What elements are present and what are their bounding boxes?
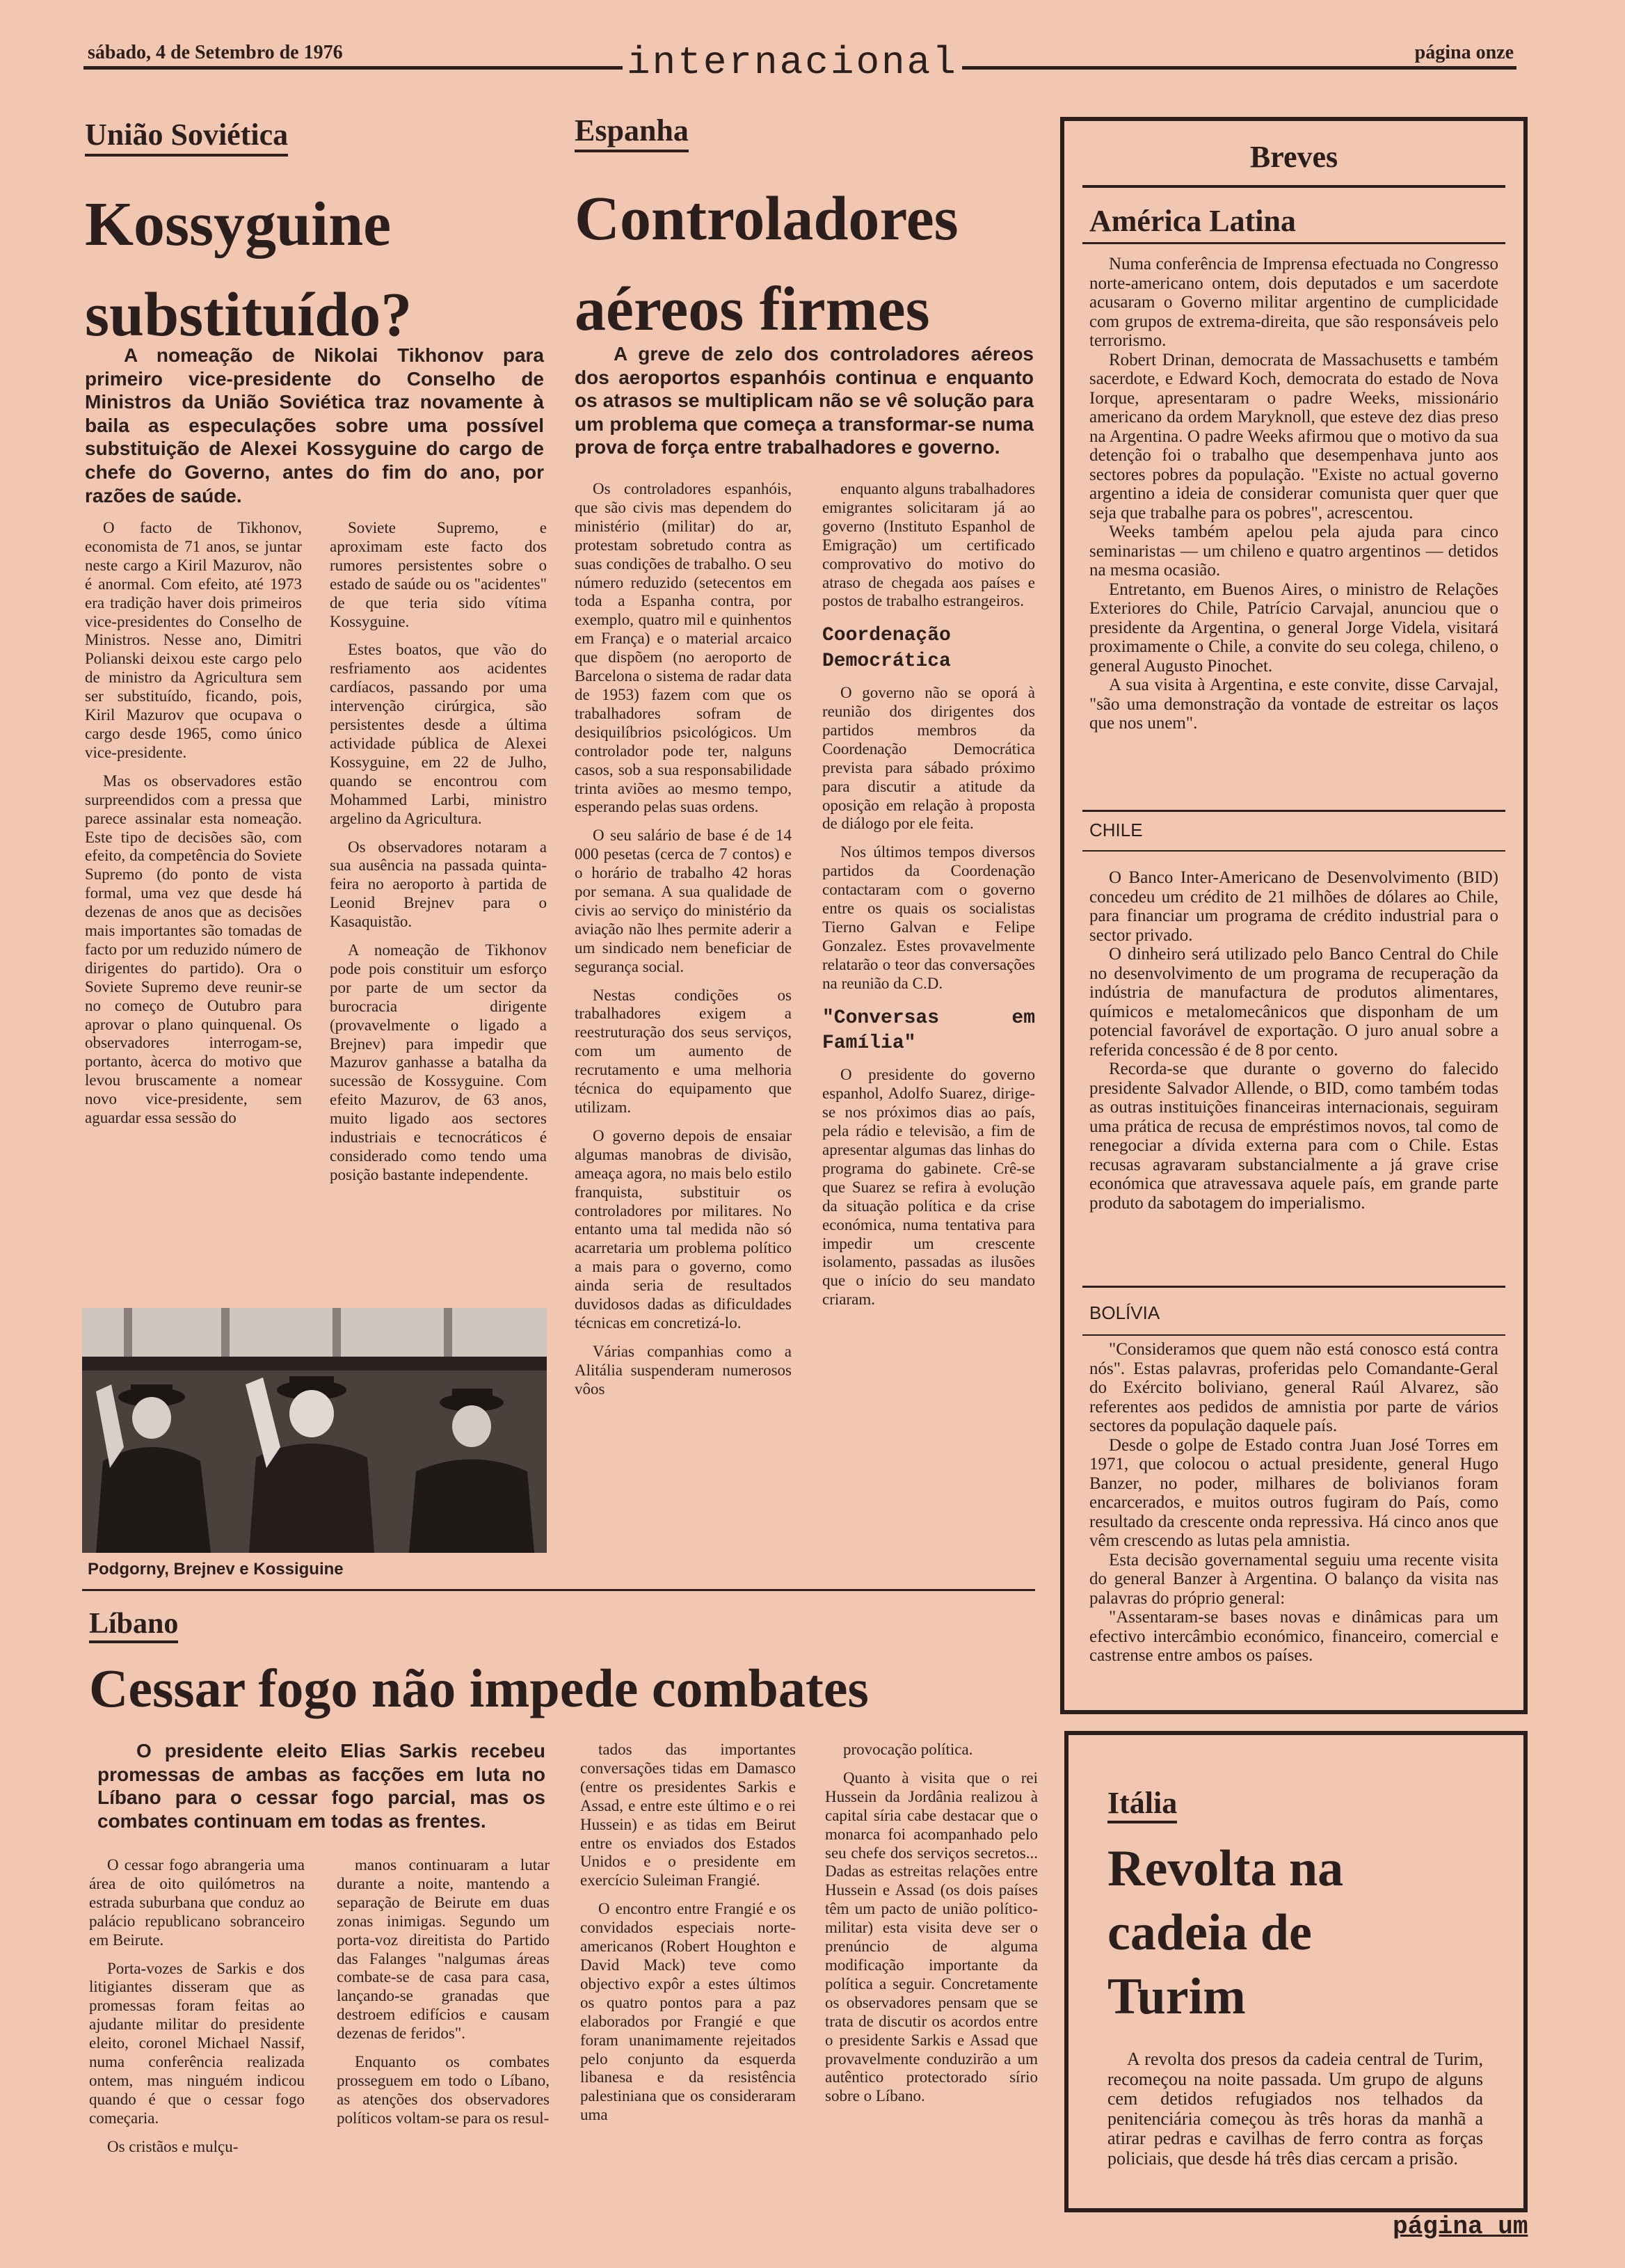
chile-p3: Recorda-se que durante o governo do falecido presidente Salvador Allende, o BID, como também todas as outras instituições financeiras internacionais, seguiram uma prática de recusa de empréstimos novos, tal como de renegociar a dívida externa para com o Chile. Estas recusas agravaram substancialmente a já grave crise económica que atravessava aquele país, em grande parte produto da sabotagem do imperialismo. bbox=[1089, 1060, 1498, 1213]
urss-column-1 bbox=[85, 519, 302, 1137]
libano-divider bbox=[82, 1589, 1035, 1591]
urss-col2-p2: Estes boatos, que vão do resfriamento aos acidentes cardíacos, passando por uma intervenção cirúrgica, são persistentes desde a última actividade pública de Alexei Kossyguine, em 22 de Julho, quando se encontrou com Mohammed Larbi, ministro argelino da Agricultura. bbox=[330, 641, 547, 827]
headline-urss: Kossyguine substituído? bbox=[85, 190, 413, 349]
america-latina-p1: Numa conferência de Imprensa efectuada no Congresso norte-americano ontem, dois deputados e um sacerdote acusaram o Governo militar argentino de cumplicidade com grupos de extrema-direita, que são responsáveis pelo terrorismo. bbox=[1089, 255, 1498, 350]
urss-col2-p3: Os observadores notaram a sua ausência na passada quinta-feira no aeroporto à partida de Leonid Brejnev para o Kasaquistão. bbox=[330, 838, 547, 931]
lead-libano bbox=[97, 1739, 545, 1832]
libano-col3-p2: O encontro entre Frangié e os convidados especiais norte-americanos (Robert Houghton e David Mack) teve como objectivo expôr a estes últimos os quatro pontos para a paz elaborados por Frangié e que foram unanimamente rejeitados pelo conjunto da esquerda libanesa e da resistência palestiniana que os consideraram uma bbox=[580, 1900, 796, 2124]
urss-col2-p1: Soviete Supremo, e aproximam este facto dos rumores persistentes sobre o estado de saúde ou os "acidentes" de que teria sido vítima Kossyguine. bbox=[330, 519, 547, 630]
subhead-coordenacao: Coordenação Democrática bbox=[822, 625, 951, 672]
section-label-libano: Líbano bbox=[89, 1607, 178, 1643]
bolivia-p1: "Consideramos que quem não está conosco está contra nós". Estas palavras, proferidas pelo Comandante-Geral do Exército boliviano, general Raúl Alvarez, são referentes aos pedidos de amnistia por parte de vários sectores da população daquele país. bbox=[1089, 1340, 1498, 1435]
espanha-col1-p5: Várias companhias como a Alitália suspenderam numerosos vôos bbox=[575, 1342, 792, 1398]
masthead-title: internacional bbox=[623, 40, 962, 85]
espanha-col2-p2: O governo não se oporá à reunião dos dirigentes dos partidos membros da Coordenação Democrática prevista para sábado próximo para discutir a atitude da oposição em relação à proposta de diálogo por ele feita. bbox=[822, 684, 1035, 833]
espanha-col1-p3: Nestas condições os trabalhadores exigem a reestruturação dos seus serviços, com um aumento de recrutamento e uma melhoria técnica do equipamento que utilizam. bbox=[575, 986, 792, 1116]
urss-column-2 bbox=[330, 519, 547, 1195]
lead-espanha bbox=[575, 342, 1034, 459]
italia-text bbox=[1107, 2050, 1483, 2169]
bolivia-p3: Esta decisão governamental seguiu uma recente visita do general Banzer à Argentina. O balanço da visita nas palavras do próprio general: bbox=[1089, 1550, 1498, 1608]
libano-col4-p1: provocação política. bbox=[843, 1741, 973, 1758]
lead-espanha-text: A greve de zelo dos controladores aéreos dos aeroportos espanhóis continua e enquanto os atrasos se multiplicam não se vê solução para um problema que começa a transformar-se numa prova de força entre trabalhadores e governo. bbox=[575, 343, 1034, 458]
espanha-col1-p2: O seu salário de base é de 14 000 pesetas (cerca de 7 contos) e o horário de trabalho 42 horas por semana. A sua qualidade de civis ao serviço do ministério da aviação não lhes permite aderir a um sindicado nem beneficiar de segurança social. bbox=[575, 826, 792, 975]
chile-p1: O Banco Inter-Americano de Desenvolvimento (BID) concedeu um crédito de 21 milhões de dólares ao Chile, para financiar um programa de crédito industrial para o sector privado. bbox=[1089, 868, 1498, 945]
libano-column-4 bbox=[825, 1741, 1038, 2116]
america-latina-p3: Weeks também apelou pela ajuda para cinco seminaristas — um chileno e quatro argentinos — detidos na mesma ocasião. bbox=[1089, 522, 1498, 580]
bolivia-rule-bottom bbox=[1082, 1334, 1505, 1336]
italia-p1: A revolta dos presos da cadeia central de Turim, recomeçou na noite passada. Um grupo de alguns cem detidos refugiados nos telhados da penitenciária começou às três horas da manhã a atirar pedras e cavilhas de ferro contra as forças policiais, que desde há três dias cercam a prisão. bbox=[1107, 2049, 1483, 2169]
libano-col2-p2: Enquanto os combates prosseguem em todo o Líbano, as atenções dos observadores políticos voltam-se para os resul- bbox=[337, 2053, 550, 2127]
section-label-america-latina: América Latina bbox=[1089, 204, 1296, 238]
subhead-conversas: "Conversas em Família" bbox=[822, 1007, 1035, 1055]
america-latina-p4: Entretanto, em Buenos Aires, o ministro de Relações Exteriores do Chile, Patrício Carvajal, anunciou que o presidente da Argentina, o general Jorge Videla, visitará proximamente o Chile, a convite do seu colega, chileno, o general Augusto Pinochet. bbox=[1089, 580, 1498, 676]
photo-illustration bbox=[82, 1308, 547, 1553]
bolivia-text bbox=[1089, 1340, 1498, 1666]
masthead-date: sábado, 4 de Setembro de 1976 bbox=[88, 42, 343, 63]
libano-col1-p1: O cessar fogo abrangeria uma área de oito quilómetros na estrada suburbana que conduz ao palácio republicano sobranceiro em Beirute. bbox=[89, 1856, 305, 1949]
espanha-col1-p1: Os controladores espanhóis, que são civis mas dependem do ministério (militar) do ar, protestam sobretudo contra as suas condições de trabalho. O seu número reduzido (setecentos em toda a Espanha contra, por exemplo, quatro mil e quinhentos em França) e o material arcaico que dispõem (no aeroporto de Barcelona o sistema de radar data de 1953) fazem com que os trabalhadores sofram de desiquilíbrios psicológicos. Um controlador pode ter, nalguns casos, sob a sua responsabilidade trinta aviões ao mesmo tempo, esperando pelas suas ordens. bbox=[575, 480, 792, 816]
libano-col4-p2: Quanto à visita que o rei Hussein da Jordânia realizou à capital síria cabe destacar que o monarca foi acompanhado pelo seu chefe dos serviços secretos... Dadas as estreitas relações entre Hussein e Assad (os dois países têm um pacto de união político-militar) esta visita deve ser o prenúncio de alguma modificação importante da política a seguir. Concretamente os observadores pensam que se trata de discutir os acordos entre o presidente Sarkis e Assad que provavelmente conduzirão a um autêntico protectorado sírio sobre o Líbano. bbox=[825, 1768, 1038, 2105]
footer-page-link[interactable]: página um bbox=[1393, 2212, 1528, 2241]
headline-libano: Cessar fogo não impede combates bbox=[89, 1658, 869, 1718]
chile-text bbox=[1089, 868, 1498, 1213]
section-label-urss: União Soviética bbox=[85, 117, 288, 157]
libano-col3-p1: tados das importantes conversações tidas em Damasco (entre os presidentes Sarkis e Assad, e entre este último e o rei Hussein) e as tidas em Beirut entre os enviados dos Estados Unidos e o presidente em exercício Suleiman Frangié. bbox=[580, 1741, 796, 1890]
libano-column-1 bbox=[89, 1856, 305, 2166]
libano-column-3 bbox=[580, 1741, 796, 2134]
libano-column-2 bbox=[337, 1856, 550, 2138]
breves-title-rule bbox=[1082, 185, 1505, 188]
espanha-column-1 bbox=[575, 480, 792, 1409]
america-latina-rule bbox=[1082, 242, 1505, 244]
section-label-espanha: Espanha bbox=[575, 113, 689, 152]
urss-col1-p2: Mas os observadores estão surpreendidos com a pressa que parece assinalar esta nomeação. Este tipo de decisões são, com efeito, da competência do Soviete Supremo (do ponto de vista formal, uma vez que desde há dezenas de anos que as decisões mais importantes são tomadas de facto por um reduzido número de dirigentes do partido). Ora o Soviete Supremo deve reunir-se no começo de Outubro para aprovar o plano quinquenal. Os observadores interrogam-se, portanto, àcerca do motivo que levou bruscamente a nomear novo vice-presidente, sem aguardar essa sessão do bbox=[85, 772, 302, 1127]
photo-caption: Podgorny, Brejnev e Kossiguine bbox=[88, 1560, 344, 1579]
espanha-column-2 bbox=[822, 480, 1035, 1319]
lead-urss bbox=[85, 344, 544, 507]
chile-rule-top bbox=[1082, 810, 1505, 812]
masthead-page-number: página onze bbox=[1414, 42, 1514, 63]
libano-col1-p2: Porta-vozes de Sarkis e dos litigiantes disseram que as promessas foram feitas ao ajudante militar do presidente eleito, coronel Michael Nassif, numa conferência realizada ontem, mas ninguém indicou quando é que o cessar fogo começaria. bbox=[89, 1959, 305, 2127]
libano-col2-p1: manos continuaram a lutar durante a noite, mantendo a separação de Beirute em duas zonas inimigas. Segundo um porta-voz direitista do Partido das Falanges "nalgumas áreas combate-se de casa para casa, lançando-se granadas que destroem edifícios e causam dezenas de feridos". bbox=[337, 1856, 550, 2043]
espanha-col2-p3: Nos últimos tempos diversos partidos da Coordenação contactaram com o governo entre os quais os socialistas Tierno Galvan e Felipe Gonzalez. Estes provavelmente relatarão o teor das conversações na reunião da C.D. bbox=[822, 843, 1035, 992]
libano-col1-p3: Os cristãos e mulçu- bbox=[107, 2137, 239, 2155]
photo-soviet-leaders bbox=[82, 1308, 547, 1553]
bolivia-rule-top bbox=[1082, 1286, 1505, 1288]
headline-espanha: Controladores aéreos firmes bbox=[575, 184, 959, 344]
espanha-col2-p1: enquanto alguns trabalhadores emigrantes solicitaram já ao governo (Instituto Espanhol de Emigração) um certificado comprovativo do motivo do atraso de chegada aos países e postos de trabalho estrangeiros. bbox=[822, 480, 1035, 610]
espanha-col1-p4: O governo depois de ensaiar algumas manobras de divisão, ameaça agora, no mais belo estilo franquista, substituir os controladores por militares. No entanto uma tal medida não só acarretaria um problema político a mais para o governo, como ainda seria de resultados duvidosos dadas as dificuldades técnicas em concretizá-lo. bbox=[575, 1126, 792, 1332]
lead-urss-text: A nomeação de Nikolai Tikhonov para primeiro vice-presidente do Conselho de Ministros da União Soviética traz novamente à baila as especulações sobre uma possível substituição de Alexei Kossyguine do cargo de chefe do Governo, antes do fim do ano, por razões de saúde. bbox=[85, 344, 544, 506]
lead-libano-text: O presidente eleito Elias Sarkis recebeu promessas de ambas as facções em luta no Líbano para o cessar fogo parcial, mas os combates continuam em todas as frentes. bbox=[97, 1740, 545, 1832]
section-label-bolivia: BOLÍVIA bbox=[1089, 1302, 1160, 1323]
america-latina-p2: Robert Drinan, democrata de Massachusetts e também sacerdote, e Edward Koch, democrata do estado de Nova Iorque, apresentaram o padre Weeks, missionário americano da ordem Maryknoll, que esteve dez dias preso na Argentina. O padre Weeks afirmou que o motivo da sua detenção foi o trabalho que desempenhava junto aos sectores pobres da população. "Existe no actual governo argentino a ideia de considerar comunista quer quer que seja que trabalhe para os pobres", acrescentou. bbox=[1089, 350, 1498, 522]
chile-rule-bottom bbox=[1082, 850, 1505, 852]
section-label-italia: Itália bbox=[1107, 1785, 1177, 1823]
breves-box bbox=[1060, 117, 1528, 1714]
chile-p2: O dinheiro será utilizado pelo Banco Central do Chile no desenvolvimento de um programa de recuperação da indústria de manufactura de produtos alimentares, químicos e metalomecânicos que disponham de um potencial favorável de exportação. O juro anual sobre a referida concessão é de 8 por cento. bbox=[1089, 945, 1498, 1060]
bolivia-p4: "Assentaram-se bases novas e dinâmicas para um efectivo intercâmbio económico, financeiro, comercial e castrense entre ambos os países. bbox=[1089, 1608, 1498, 1665]
america-latina-p5: A sua visita à Argentina, e este convite, disse Carvajal, "são uma demonstração da vontade de estreitar os laços que nos unem". bbox=[1089, 676, 1498, 733]
section-label-chile: CHILE bbox=[1089, 820, 1143, 840]
bolivia-p2: Desde o golpe de Estado contra Juan José Torres em 1971, que colocou o actual presidente, general Hugo Banzer, no poder, milhares de bolivianos foram encarcerados, e muitos outros fugiram do País, como resultado da crescente onda repressiva. Há cinco anos que vêm crescendo as lutas pela amnistia. bbox=[1089, 1435, 1498, 1550]
headline-italia: Revolta na cadeia de Turim bbox=[1107, 1840, 1344, 2025]
america-latina-text bbox=[1089, 255, 1498, 733]
breves-title: Breves bbox=[1249, 140, 1338, 174]
urss-col2-p4: A nomeação de Tikhonov pode pois constituir um esforço por parte de um sector da burocracia dirigente (provavelmente o ligado a Brejnev) para impedir que Mazurov ganhasse a batalha da sucessão de Kossyguine. Com efeito Mazurov, de 63 anos, muito ligado aos sectores industriais e tecnocráticos é considerado como tendo uma posição bastante independente. bbox=[330, 941, 547, 1183]
espanha-col2-p4: O presidente do governo espanhol, Adolfo Suarez, dirige-se nos próximos dias ao país, pela rádio e televisão, a fim de apresentar algumas das linhas do programa do gabinete. Crê-se que Suarez se refira à evolução da situação política e da crise económica, numa tentativa para impedir um crescente isolamento, passadas as ilusões que o início do seu mandato criaram. bbox=[822, 1066, 1035, 1309]
italia-box bbox=[1064, 1731, 1528, 2212]
urss-col1-p1: O facto de Tikhonov, economista de 71 anos, se juntar neste cargo a Kiril Mazurov, não é anormal. Com efeito, até 1973 era tradição haver dois primeiros vice-presidentes do Conselho de Ministros. Nesse ano, Dimitri Polianski deixou este cargo pelo de ministro da Agricultura sem ser substituído, ficando, pois, Kiril Mazurov que ocupava o cargo desde 1965, como único vice-presidente. bbox=[85, 519, 302, 761]
